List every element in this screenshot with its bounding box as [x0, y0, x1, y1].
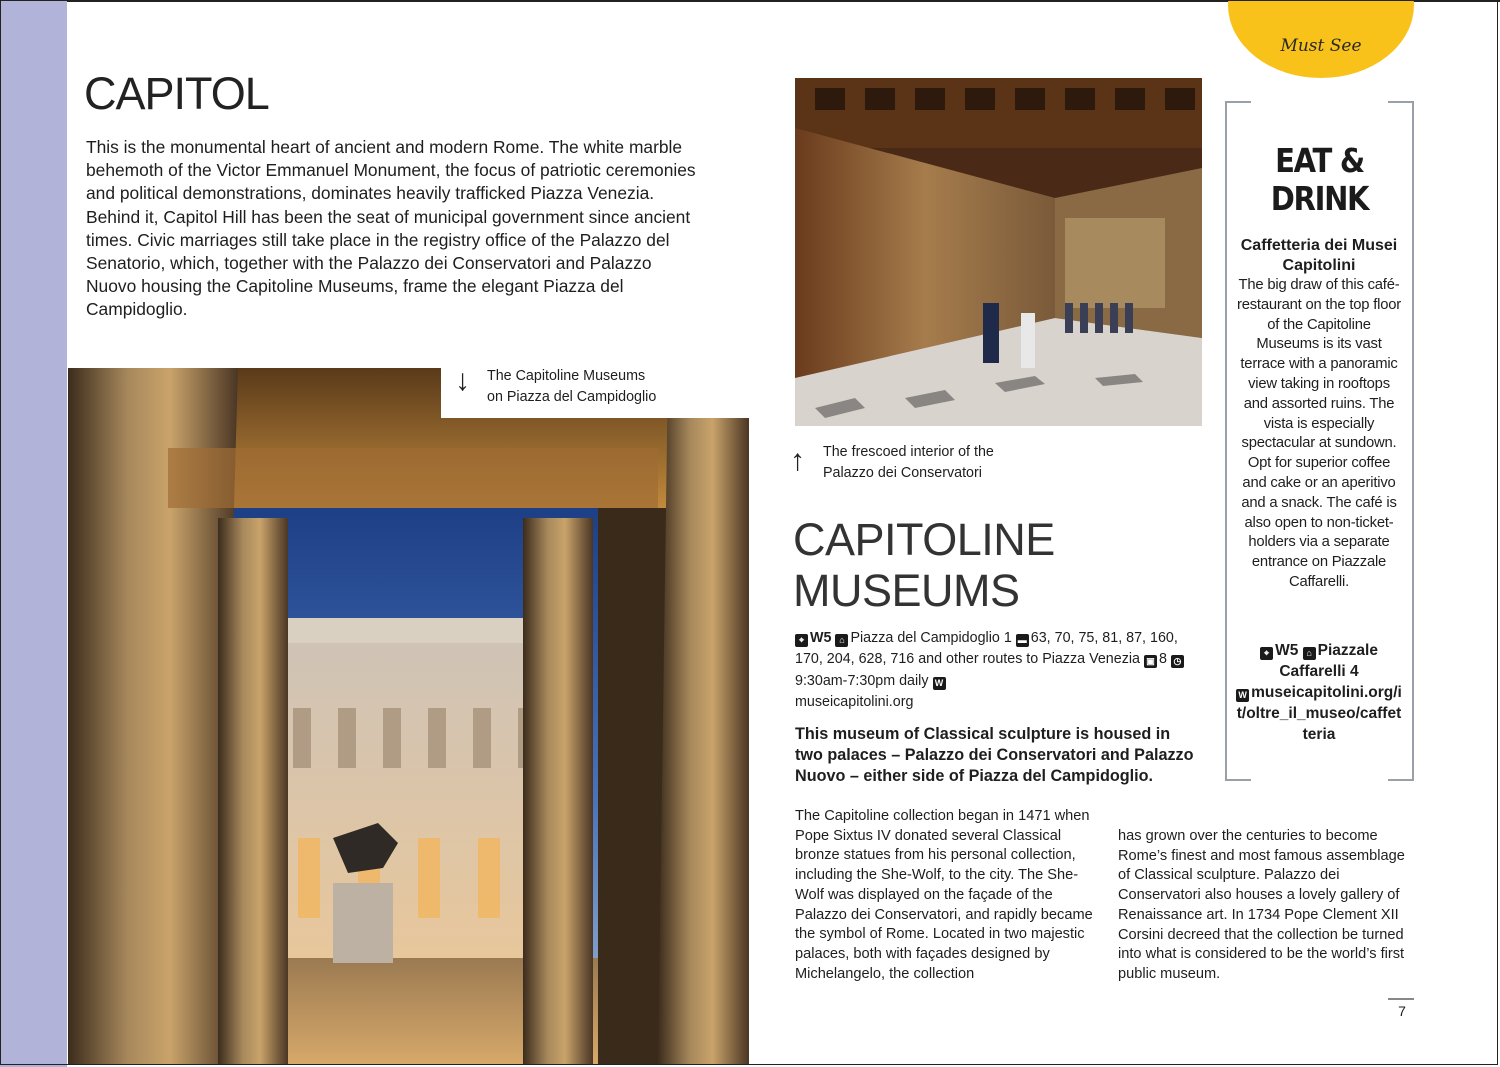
- body-column-1: The Capitoline collection began in 1471 when Pope Sixtus IV donated several Classical bronze statues from his personal collection, including the She-Wolf, to the city. The She-Wolf was displayed on the façade of the Palazzo dei Conservatori, and rapidly became the symbol of Rome. Located in two majestic palaces, both with façades designed by Michelangelo, the collection: [795, 808, 1093, 982]
- caption-line: The Capitoline Museums: [487, 368, 646, 384]
- body-column-2: has grown over the centuries to become Rome’s finest and most famous assemblage of Classical sculpture. Palazzo dei Conservatori also houses a lovely gallery of Renaissance art. In 1734 Pope Clement XII Corsini decreed that the collection be turned into what is considered to be the world’s first public museum.: [1118, 828, 1405, 982]
- lead-paragraph: This museum of Classical sculpture is housed in two palaces – Palazzo dei Conservatori and Palazzo Nuovo – either side of Piazza del Campidoglio.: [795, 725, 1194, 785]
- bus-routes: 63, 70, 75, 81, 87, 160, 170, 204, 628, 716 and other routes to Piazza Venezia: [795, 630, 1178, 668]
- cafe-description: The big draw of this café-restaurant on the top floor of the Capitoline Museums is its vast terrace with a panoramic view taking in rooftops and assorted ruins. The vista is especially spectacular at sundown. Opt for superior coffee and cake or an aperitivo and a snack. The café is also open to non-ticket- holders via a separate entrance on Piazzale Caffarelli.: [1236, 277, 1402, 590]
- campidoglio-photo: [68, 364, 749, 1065]
- photo2-caption: [823, 442, 1073, 483]
- sidebar-tick: [1388, 779, 1412, 781]
- sidebar-heading: [1236, 142, 1402, 218]
- cafe-info: [1235, 640, 1403, 745]
- house-icon: ⌂: [835, 634, 848, 647]
- photo1-caption: [487, 366, 742, 407]
- section-title: [793, 514, 1055, 616]
- sidebar-heading-line: EAT &: [1275, 141, 1364, 180]
- bus-icon: ▬: [1017, 635, 1027, 645]
- tram-route: 8: [1158, 651, 1167, 668]
- tram-icon: ▣: [1144, 655, 1157, 668]
- website-link[interactable]: museicapitolini.org/it/oltre_il_museo/caffetteria: [1236, 684, 1402, 743]
- sidebar-tick: [1227, 779, 1251, 781]
- section-title-line: MUSEUMS: [793, 565, 1020, 616]
- intro-paragraph: This is the monumental heart of ancient and modern Rome. The white marble behemoth of the Victor Emmanuel Monument, the focus of patriotic ceremonies and political demonstrations, dominates heavily trafficked Piazza Venezia. Behind it, Capitol Hill has been the seat of municipal government since ancient times. Civic marriages still take place in the registry office of the Palazzo del Senatorio, which, together with the Palazzo dei Conservatori and Palazzo Nuovo housing the Capitoline Museums, frame the elegant Piazza del Campidoglio.: [86, 137, 696, 320]
- caption-line: Palazzo dei Conservatori: [823, 464, 982, 481]
- address: Piazzale Caffarelli 4: [1279, 642, 1378, 680]
- website-link[interactable]: museicapitolini.org: [795, 693, 914, 710]
- up-arrow-icon: ↑: [790, 444, 805, 477]
- map-ref: W5: [1275, 642, 1299, 659]
- house-icon: ⌂: [1303, 647, 1316, 660]
- clock-icon: ◷: [1171, 655, 1184, 668]
- conservatori-hall-photo: [795, 78, 1202, 426]
- must-see-label: Must See: [1280, 36, 1362, 56]
- cafe-name: Caffetteria dei Musei Capitolini: [1240, 237, 1398, 274]
- opening-hours: 9:30am-7:30pm daily: [795, 672, 929, 689]
- sidebar-tick: [1227, 101, 1251, 103]
- page-title: CAPITOL: [84, 68, 269, 119]
- caption-line: The frescoed interior of the: [823, 444, 994, 460]
- map-ref: W5: [810, 630, 832, 646]
- web-icon: W: [1236, 689, 1249, 702]
- web-icon: W: [933, 677, 946, 690]
- down-arrow-icon: ↓: [455, 364, 470, 397]
- page-number: 7: [1398, 1003, 1406, 1019]
- sidebar-heading-line: DRINK: [1270, 179, 1369, 218]
- page-number-rule: [1388, 998, 1414, 1000]
- address: Piazza del Campidoglio 1: [850, 630, 1012, 646]
- map-pin-icon: ⌖: [795, 634, 808, 647]
- section-title-line: CAPITOLINE: [793, 514, 1055, 565]
- museum-info: [795, 628, 1195, 713]
- left-color-band: [0, 0, 67, 1067]
- map-pin-icon: ⌖: [1260, 647, 1273, 660]
- sidebar-tick: [1388, 101, 1412, 103]
- caption-line: on Piazza del Campidoglio: [487, 388, 657, 405]
